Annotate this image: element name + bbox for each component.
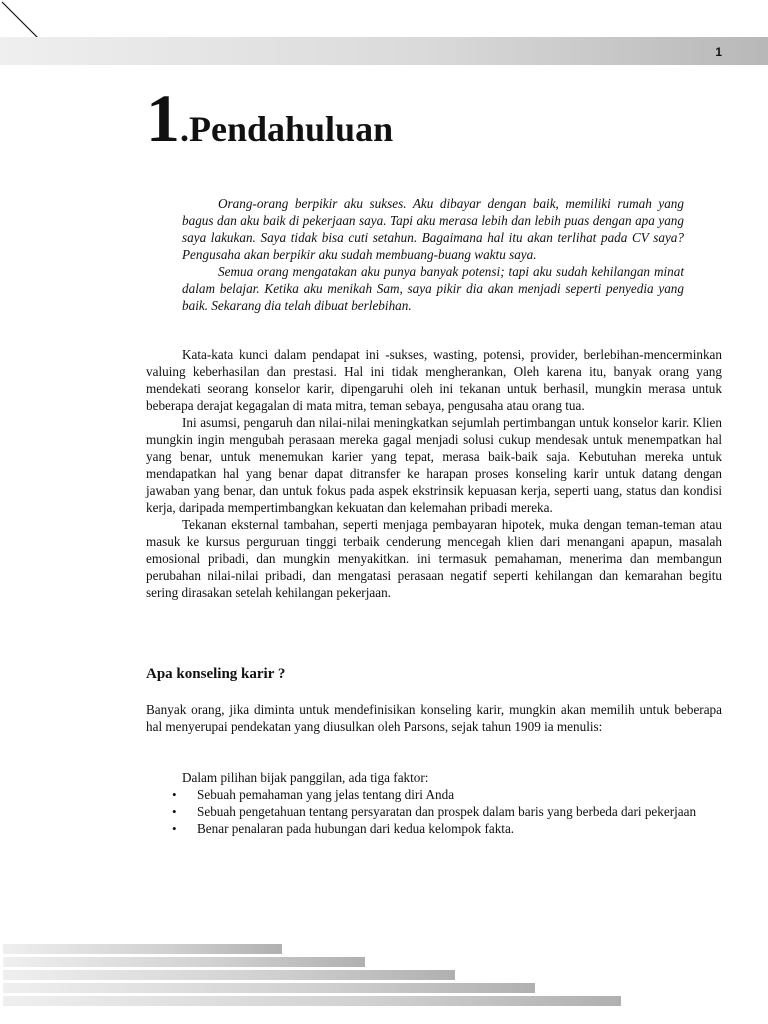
page-number: 1 [715, 45, 722, 59]
section-heading: Apa konseling karir ? [146, 666, 286, 682]
factor-list [146, 786, 722, 837]
bullet-icon: • [172, 787, 177, 802]
footer-bar [3, 983, 535, 993]
footer-bar [3, 996, 621, 1006]
footer-bar [3, 970, 455, 980]
bullet-icon: • [172, 821, 177, 836]
footer-bar [3, 957, 365, 967]
list-item-text: Benar penalaran pada hubungan dari kedua kelompok fakta. [197, 821, 515, 836]
opening-quote [182, 195, 684, 314]
section-intro: Banyak orang, jika diminta untuk mendefinisikan konseling karir, mungkin akan memilih untuk beberapa hal menyerupai pendekatan yang diusulkan oleh Parsons, sejak tahun 1909 ia menulis: [146, 702, 722, 734]
list-item [146, 803, 722, 820]
footer-bar [3, 944, 282, 954]
chapter-title-text: Pendahuluan [189, 109, 394, 149]
bullet-icon: • [172, 804, 177, 819]
quote-paragraph: Semua orang mengatakan aku punya banyak potensi; tapi aku sudah kehilangan minat dalam belajar. Ketika aku menikah Sam, saya pikir dia akan menjadi seperti penyedia yang baik. Sekarang dia telah dibuat berlebihan. [182, 264, 684, 313]
list-item [146, 786, 722, 803]
chapter-title [146, 80, 394, 156]
list-lead: Dalam pilihan bijak panggilan, ada tiga faktor: [182, 770, 429, 785]
chapter-number: 1 [146, 80, 180, 156]
body-paragraph: Ini asumsi, pengaruh dan nilai-nilai meningkatkan sejumlah pertimbangan untuk konselor karir. Klien mungkin ingin mengubah perasaan mereka gagal menjadi solusi cukup mendesak untuk menempatkan hal yang benar, untuk menemukan karier yang tepat, merasa baik-baik saja. Kebutuhan mereka untuk mendapatkan hal yang benar dapat ditransfer ke harapan proses konseling karir untuk datang dengan jawaban yang benar, dan untuk fokus pada aspek ekstrinsik kepuasan kerja, seperti uang, status dan kondisi kerja, daripada mempertimbangkan kekuatan dan kelemahan pribadi mereka. [146, 415, 722, 515]
list-item [146, 820, 722, 837]
chapter-number-dot: . [180, 109, 189, 149]
list-item-text: Sebuah pemahaman yang jelas tentang diri Anda [197, 787, 455, 802]
body-paragraph: Tekanan eksternal tambahan, seperti menjaga pembayaran hipotek, muka dengan teman-teman atau masuk ke kursus perguruan tinggi terbaik cenderung mencegah klien dari menangani apapun, masalah emosional pribadi, dan mungkin menyakitkan. ini termasuk pemahaman, menerima dan membangun perubahan nilai-nilai pribadi, dan mengatasi perasaan negatif seperti kehilangan dan kemarahan begitu sering dirasakan setelah kehilangan pekerjaan. [146, 517, 722, 600]
quote-paragraph: Orang-orang berpikir aku sukses. Aku dibayar dengan baik, memiliki rumah yang bagus dan aku baik di pekerjaan saya. Tapi aku merasa lebih dan lebih puas dengan apa yang saya lakukan. Saya tidak bisa cuti setahun. Bagaimana hal itu akan terlihat pada CV saya? Pengusaha akan berpikir aku sudah membuang-buang waktu saya. [182, 196, 684, 262]
list-item-text: Sebuah pengetahuan tentang persyaratan dan prospek dalam baris yang berbeda dari pekerjaan [197, 804, 697, 819]
header-bar [0, 37, 768, 65]
body-text [146, 346, 722, 601]
footer-decoration [0, 944, 768, 1014]
body-paragraph: Kata-kata kunci dalam pendapat ini -sukses, wasting, potensi, provider, berlebihan-mencerminkan valuing keberhasilan dan prestasi. Hal ini tidak mengherankan, Oleh karena itu, banyak orang yang mendekati seorang konselor karir, dipengaruhi oleh ini tekanan untuk berhasil, mungkin merasa untuk beberapa derajat kegagalan di mata mitra, teman sebaya, pengusaha atau orang tua. [146, 347, 722, 413]
